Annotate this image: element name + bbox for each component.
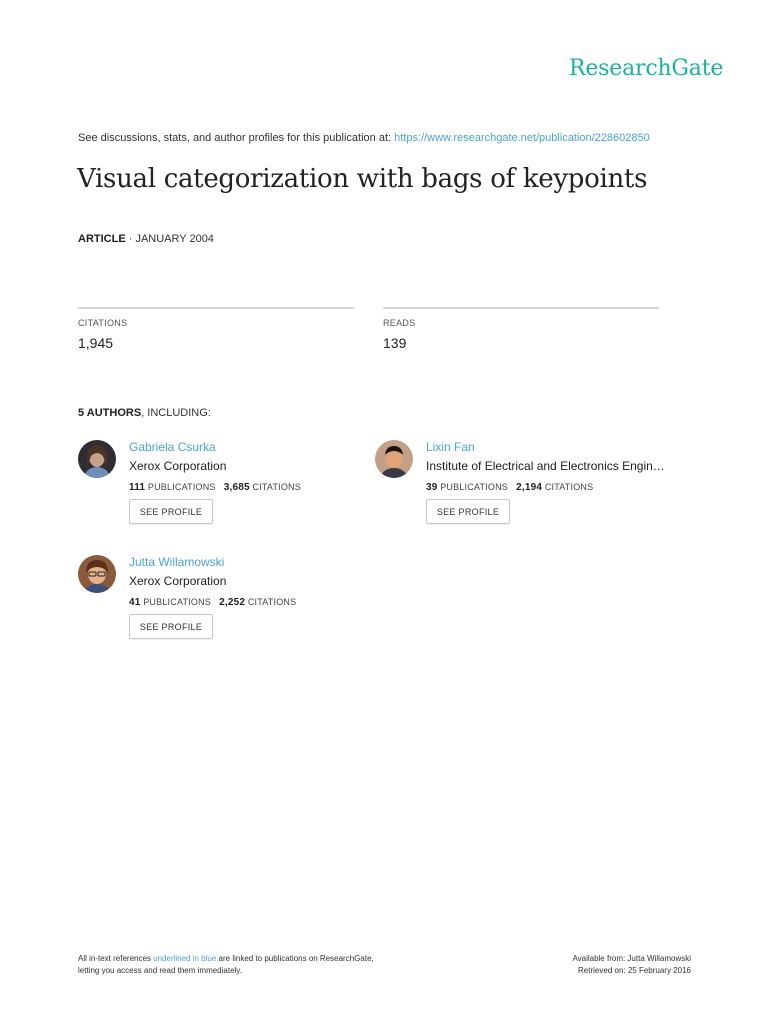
discussion-line [78,132,650,144]
author-card [375,440,675,550]
author-card [78,440,378,550]
author-card [78,555,378,665]
authors-count: 5 AUTHORS [78,407,142,419]
avatar[interactable] [78,440,116,478]
avatar[interactable] [78,555,116,593]
author-citations-count: 2,252 [219,597,246,608]
author-publications-label: PUBLICATIONS [440,482,508,492]
researchgate-logo[interactable]: ResearchGate [569,56,724,81]
author-citations-label: CITATIONS [247,597,297,607]
author-stats [426,482,593,493]
meta-separator: · [125,233,136,245]
see-profile-button[interactable]: SEE PROFILE [129,499,213,524]
footer-note-prefix: All in-text references [78,954,154,963]
author-name-link[interactable]: Lixin Fan [426,440,475,454]
footer-note [78,953,374,977]
citations-label: CITATIONS [78,318,128,328]
author-publications-count: 39 [426,482,438,493]
author-citations-label: CITATIONS [252,482,301,492]
footer-note-line2: letting you access and read them immediately. [78,966,242,975]
author-publications-label: PUBLICATIONS [147,482,216,492]
footer-note-suffix: are linked to publications on ResearchGate, [216,954,374,963]
author-institution: Xerox Corporation [129,459,227,473]
see-profile-button[interactable]: SEE PROFILE [129,614,213,639]
see-profile-button[interactable]: SEE PROFILE [426,499,510,524]
avatar[interactable] [375,440,413,478]
footer-note-highlight: underlined in blue [153,954,217,963]
publication-meta [78,233,214,245]
author-institution: Xerox Corporation [129,574,227,588]
footer-availability [572,953,691,977]
available-from: Available from: Jutta Willamowski [572,954,691,963]
author-publications-label: PUBLICATIONS [143,597,211,607]
author-citations-count: 3,685 [223,482,250,493]
footer-note-line1 [78,953,374,965]
author-name-link[interactable]: Jutta Willamowski [129,555,225,569]
publication-date: JANUARY 2004 [135,233,214,245]
publication-type: ARTICLE [78,233,126,245]
author-publications-count: 111 [129,482,146,493]
authors-heading [78,407,211,419]
publication-title: Visual categorization with bags of keypoints [77,164,648,194]
reads-label: READS [383,318,416,328]
publication-url-link[interactable]: https://www.researchgate.net/publication/228602850 [394,132,650,144]
discussion-prefix: See discussions, stats, and author profiles for this publication at: [78,132,392,144]
citations-stat [78,307,354,351]
author-citations-count: 2,194 [516,482,543,493]
retrieved-on: Retrieved on: 25 February 2016 [578,966,691,975]
author-publications-count: 41 [129,597,141,608]
author-stats [129,597,296,608]
author-name-link[interactable]: Gabriela Csurka [129,440,216,454]
author-citations-label: CITATIONS [544,482,594,492]
reads-value: 139 [383,335,407,351]
authors-heading-suffix: , INCLUDING: [141,407,211,419]
author-institution: Institute of Electrical and Electronics Engin… [426,459,665,473]
citations-value: 1,945 [78,335,114,351]
author-stats [129,482,301,493]
reads-stat [383,307,659,351]
